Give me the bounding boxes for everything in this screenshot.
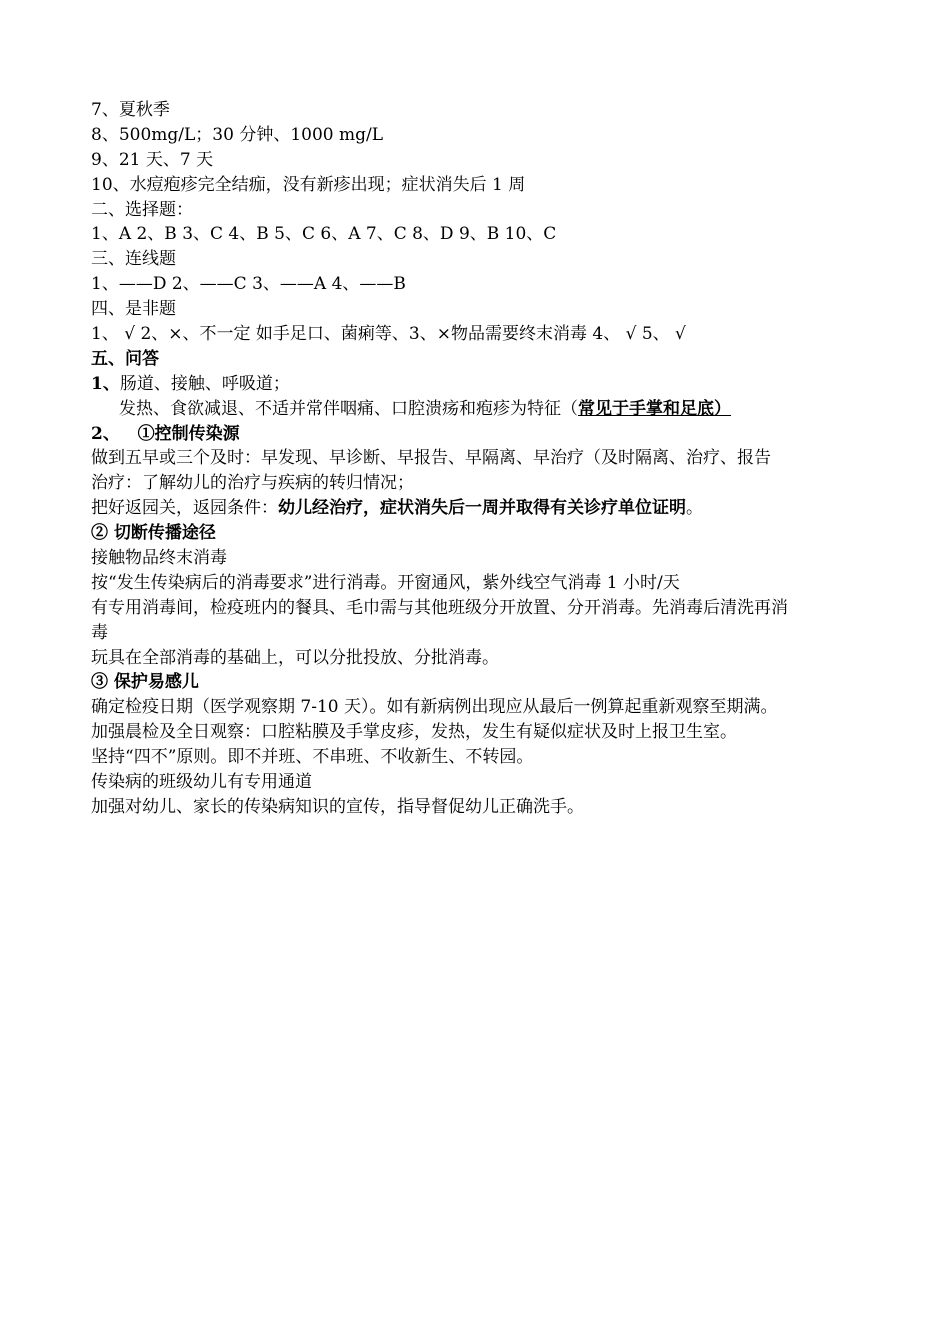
paragraph-education: 加强对幼儿、家长的传染病知识的宣传，指导督促幼儿正确洗手。 bbox=[91, 796, 584, 817]
qa-answer-2-subheading: ①控制传染源 bbox=[137, 423, 240, 444]
qa-answer-2-heading bbox=[91, 422, 871, 447]
paragraph-morning-check: 加强晨检及全日观察：口腔粘膜及手掌皮疹，发热，发生有疑似症状及时上报卫生室。 bbox=[91, 722, 737, 743]
return-condition-end: 。 bbox=[686, 498, 703, 519]
answer-9: 9、21 天、7 天 bbox=[91, 149, 214, 170]
paragraph-disinfection-requirements: 按“发生传染病后的消毒要求”进行消毒。开窗通风，紫外线空气消毒 1 小时/天 bbox=[91, 572, 680, 593]
section-qa-heading: 五、问答 bbox=[91, 348, 159, 369]
paragraph-return-condition bbox=[91, 496, 871, 521]
paragraph-five-early: 做到五早或三个及时：早发现、早诊断、早报告、早隔离、早治疗（及时隔离、治疗、报告 bbox=[91, 448, 771, 469]
qa-answer-1-number: 1、 bbox=[91, 373, 120, 394]
subheading-cut-transmission: ② 切断传播途径 bbox=[91, 523, 216, 544]
answer-8: 8、500mg/L；30 分钟、1000 mg/L bbox=[91, 124, 384, 145]
qa-answer-1-text: 肠道、接触、呼吸道； bbox=[119, 373, 290, 394]
choice-answers: 1、A 2、B 3、C 4、B 5、C 6、A 7、C 8、D 9、B 10、C bbox=[91, 224, 557, 245]
paragraph-toys: 玩具在全部消毒的基础上，可以分批投放、分批消毒。 bbox=[91, 647, 499, 668]
paragraph-terminal-disinfection: 接触物品终末消毒 bbox=[91, 548, 227, 569]
paragraph-disinfection-room-cont: 毒 bbox=[91, 622, 108, 643]
matching-answers: 1、——D 2、——C 3、——A 4、——B bbox=[91, 274, 406, 295]
qa-answer-1-detail bbox=[91, 397, 871, 422]
subheading-protect-susceptible: ③ 保护易感儿 bbox=[91, 672, 199, 693]
answer-10: 10、水痘疱疹完全结痂，没有新疹出现；症状消失后 1 周 bbox=[91, 174, 526, 195]
qa-answer-1-detail-text: 发热、食欲减退、不适并常伴咽痛、口腔溃疡和疱疹为特征（ bbox=[119, 398, 578, 419]
return-condition-emphasis: 幼儿经治疗，症状消失后一周并取得有关诊疗单位证明 bbox=[278, 498, 686, 519]
paragraph-dedicated-channel: 传染病的班级幼儿有专用通道 bbox=[91, 772, 312, 793]
qa-answer-1 bbox=[91, 372, 871, 397]
qa-answer-2-number: 2、 bbox=[91, 423, 120, 444]
document-body bbox=[91, 98, 871, 820]
qa-answer-1-detail-emphasis: 常见于手掌和足底） bbox=[578, 398, 731, 419]
section-truefalse-heading: 四、是非题 bbox=[91, 299, 176, 320]
paragraph-disinfection-room: 有专用消毒间，检疫班内的餐具、毛巾需与其他班级分开放置、分开消毒。先消毒后清洗再消 bbox=[91, 597, 788, 618]
section-choice-heading: 二、选择题： bbox=[91, 199, 193, 220]
paragraph-four-no: 坚持“四不”原则。即不并班、不串班、不收新生、不转园。 bbox=[91, 747, 534, 768]
truefalse-answers: 1、 √ 2、×、不一定 如手足口、菌痢等、3、×物品需要终末消毒 4、 √ 5、 √ bbox=[91, 324, 686, 345]
paragraph-five-early-cont: 治疗：了解幼儿的治疗与疾病的转归情况； bbox=[91, 473, 414, 494]
paragraph-quarantine-date: 确定检疫日期（医学观察期 7-10 天）。如有新病例出现应从最后一例算起重新观察至期满。 bbox=[91, 697, 778, 718]
return-condition-label: 把好返园关，返园条件： bbox=[91, 498, 278, 519]
section-matching-heading: 三、连线题 bbox=[91, 249, 176, 270]
answer-7: 7、夏秋季 bbox=[91, 100, 170, 120]
